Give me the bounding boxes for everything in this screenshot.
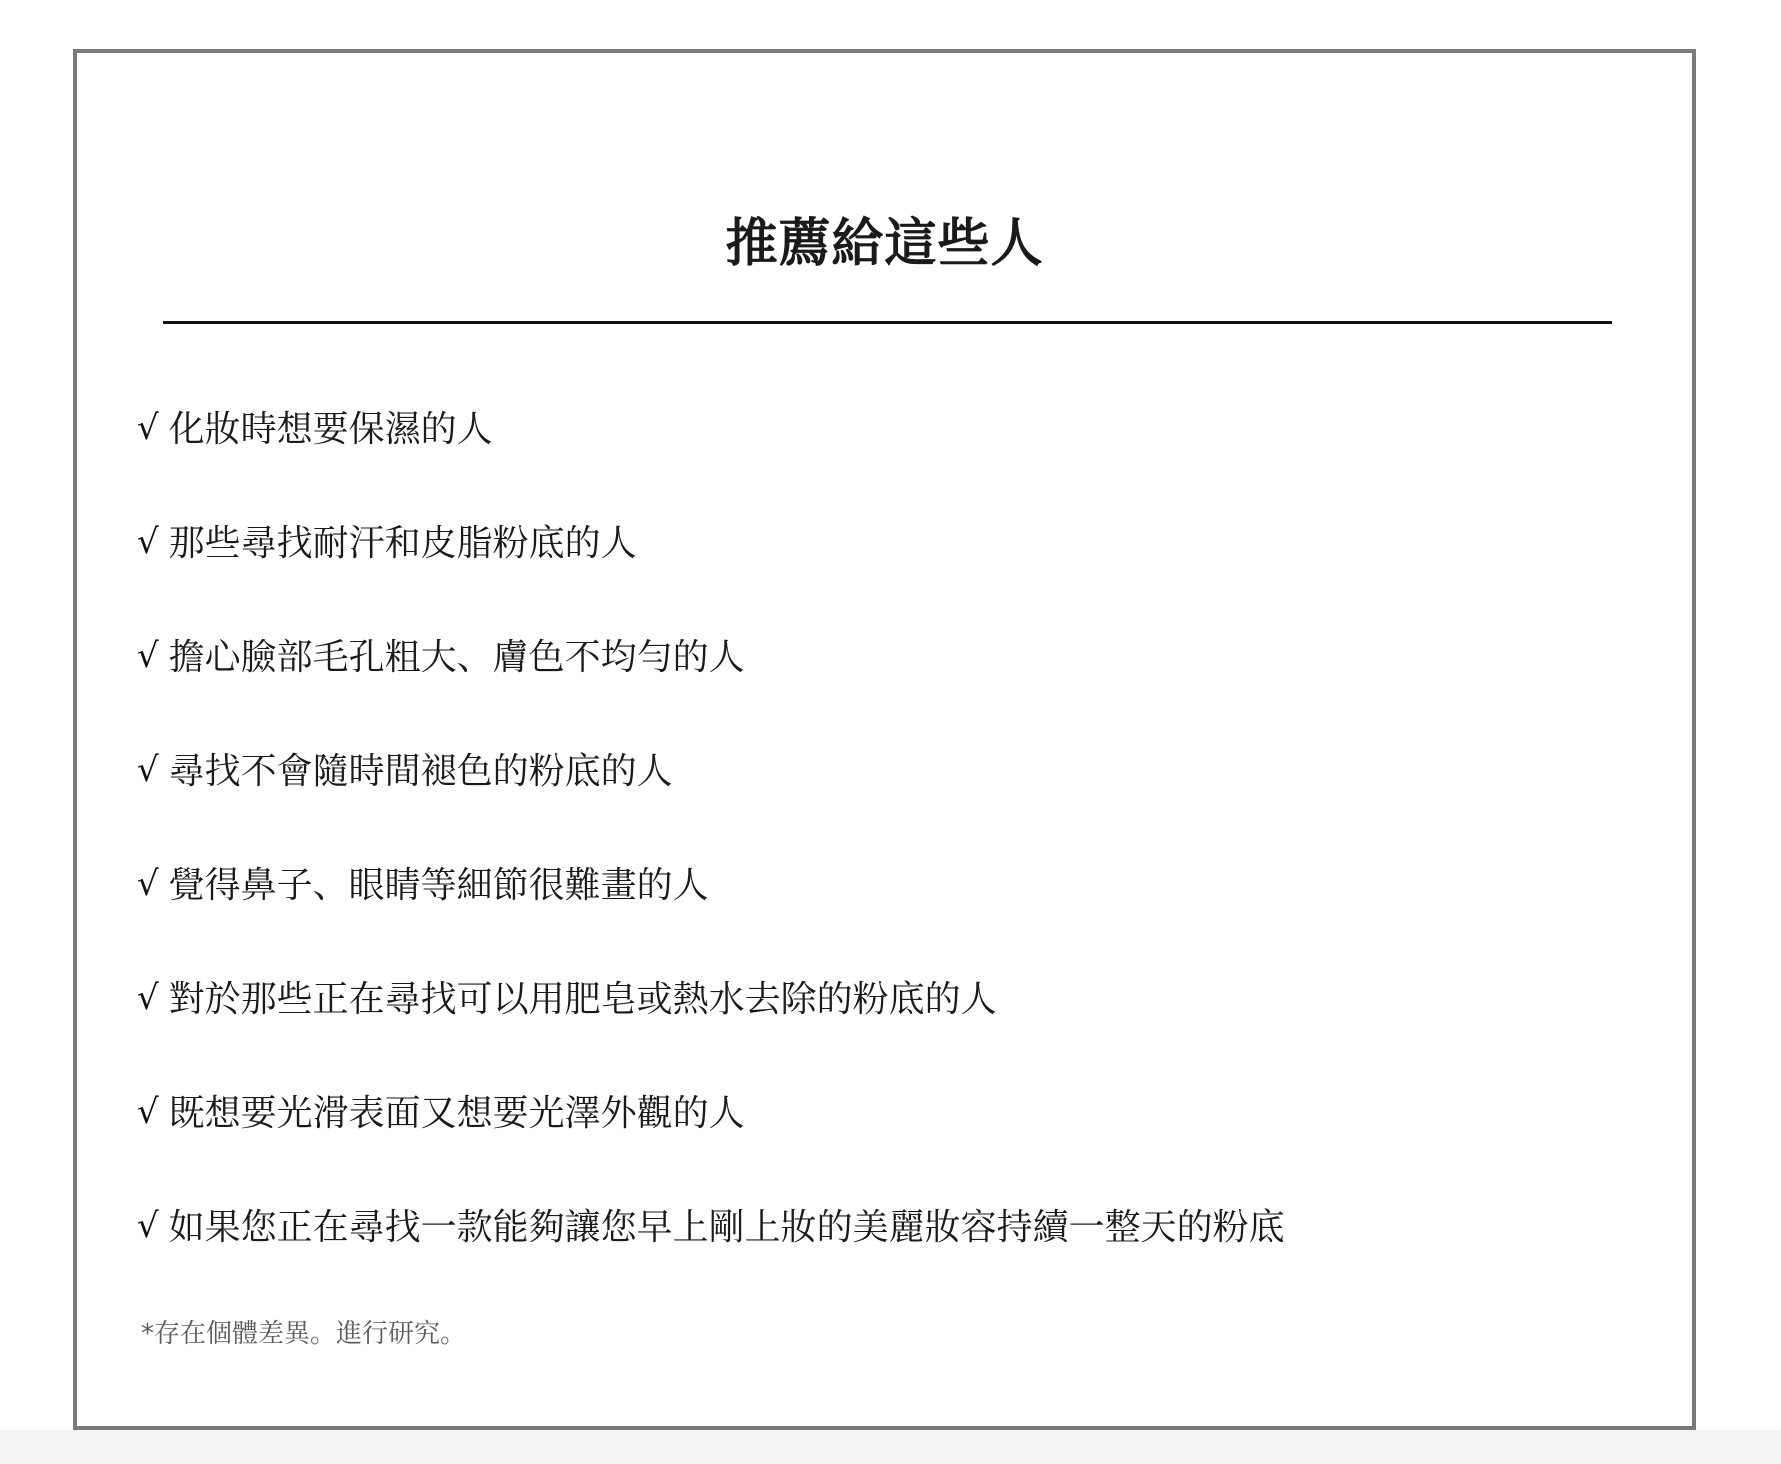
list-item bbox=[137, 751, 1285, 865]
title-divider bbox=[163, 321, 1612, 324]
check-icon: √ bbox=[137, 522, 159, 562]
list-item bbox=[137, 637, 1285, 751]
list-item-text: 尋找不會隨時間褪色的粉底的人 bbox=[168, 751, 673, 792]
list-item bbox=[137, 979, 1285, 1093]
list-item-text: 化妝時想要保濕的人 bbox=[168, 409, 493, 450]
list-item bbox=[137, 409, 1285, 523]
list-item-text: 那些尋找耐汗和皮脂粉底的人 bbox=[168, 523, 637, 564]
list-item-text: 覺得鼻子、眼睛等細節很難畫的人 bbox=[168, 865, 709, 906]
list-item-text: 既想要光滑表面又想要光澤外觀的人 bbox=[168, 1093, 745, 1134]
list-item bbox=[137, 1093, 1285, 1207]
check-icon: √ bbox=[137, 1092, 159, 1132]
check-icon: √ bbox=[137, 750, 159, 790]
list-item-text: 如果您正在尋找一款能夠讓您早上剛上妝的美麗妝容持續一整天的粉底 bbox=[168, 1207, 1285, 1248]
check-icon: √ bbox=[137, 636, 159, 676]
recommendation-list bbox=[137, 409, 1285, 1321]
list-item bbox=[137, 523, 1285, 637]
card-title: 推薦給這些人 bbox=[725, 214, 1044, 274]
check-icon: √ bbox=[137, 408, 159, 448]
list-item-text: 對於那些正在尋找可以用肥皂或熱水去除的粉底的人 bbox=[168, 979, 997, 1020]
check-icon: √ bbox=[137, 978, 159, 1018]
recommendation-card bbox=[73, 49, 1696, 1430]
check-icon: √ bbox=[137, 1206, 159, 1246]
list-item bbox=[137, 1207, 1285, 1321]
list-item-text: 擔心臉部毛孔粗大、膚色不均勻的人 bbox=[168, 637, 745, 678]
footnote: *存在個體差異。進行研究。 bbox=[141, 1319, 467, 1349]
check-icon: √ bbox=[137, 864, 159, 904]
list-item bbox=[137, 865, 1285, 979]
